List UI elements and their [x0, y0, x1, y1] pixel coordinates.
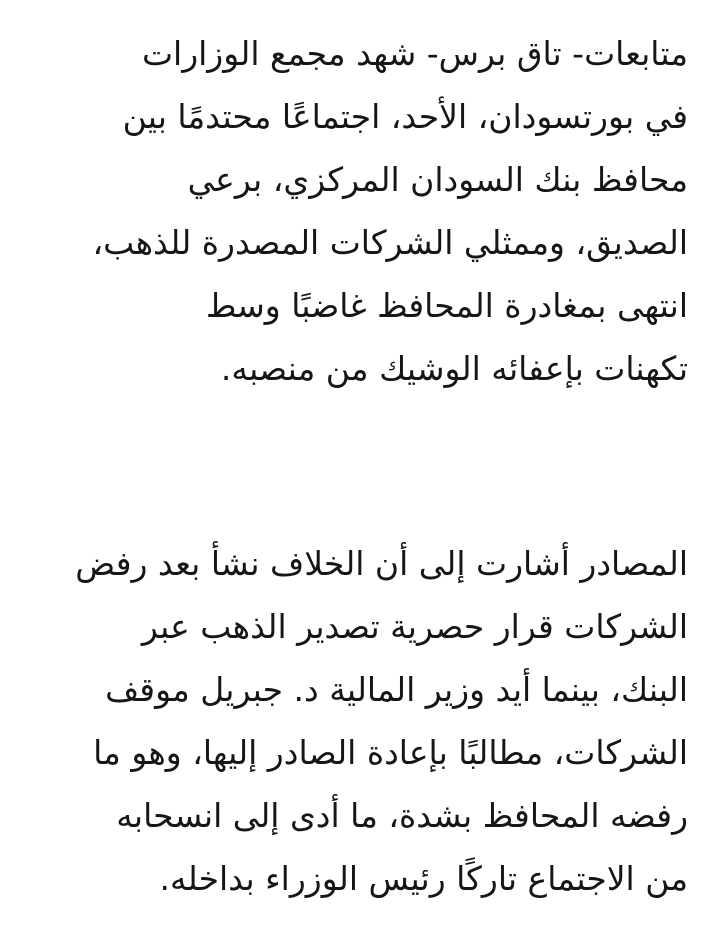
article-paragraph — [18, 532, 688, 910]
paragraph-line: المصادر أشارت إلى أن الخلاف نشأ بعد رفض — [75, 544, 688, 583]
paragraph-line: في بورتسودان، الأحد، اجتماعًا محتدمًا بين — [122, 97, 688, 136]
paragraph-line: الشركات، مطالبًا بإعادة الصادر إليها، وهو ما — [93, 733, 688, 772]
paragraph-line: رفضه المحافظ بشدة، ما أدى إلى انسحابه — [116, 796, 688, 835]
paragraph-line: تكهنات بإعفائه الوشيك من منصبه. — [220, 349, 688, 388]
paragraph-line: البنك، بينما أيد وزير المالية د. جبريل موقف — [105, 670, 688, 709]
article-paragraph — [18, 22, 688, 400]
paragraph-line: من الاجتماع تاركًا رئيس الوزراء بداخله. — [159, 859, 688, 898]
paragraph-line: الشركات قرار حصرية تصدير الذهب عبر — [141, 607, 688, 646]
paragraph-line: محافظ بنك السودان المركزي، برعي — [187, 160, 688, 199]
paragraph-line: متابعات- تاق برس- شهد مجمع الوزارات — [141, 34, 688, 73]
paragraph-line: انتهى بمغادرة المحافظ غاضبًا وسط — [205, 286, 688, 325]
paragraph-line: الصديق، وممثلي الشركات المصدرة للذهب، — [92, 223, 688, 262]
